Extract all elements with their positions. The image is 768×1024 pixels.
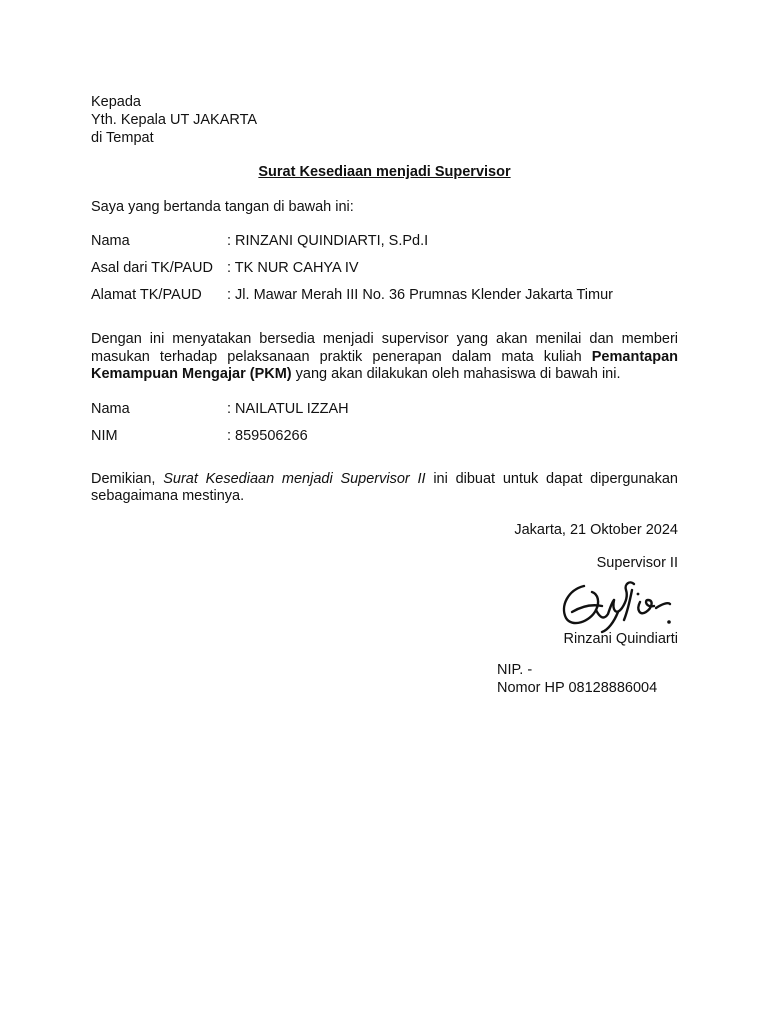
closing-text-2: ini dibuat untuk dapat dipergunakan sebagaimana mestinya. <box>91 470 678 504</box>
supervisor-details <box>91 232 678 304</box>
student-details <box>91 400 678 445</box>
supervisor-origin-row <box>91 259 678 277</box>
intro-text: Saya yang bertanda tangan di bawah ini: <box>91 199 354 215</box>
closing-text-1: Demikian, <box>91 470 164 487</box>
handwritten-signature <box>558 572 678 638</box>
statement-text-1: Dengan ini menyatakan bersedia menjadi supervisor yang akan menilai dan memberi masukan terhadap pelaksanaan praktik penerapan dalam mata kuliah <box>91 331 678 365</box>
supervisor-address-value: : Jl. Mawar Merah III No. 36 Prumnas Klender Jakarta Timur <box>227 287 613 303</box>
supervisor-origin-label: Asal dari TK/PAUD <box>91 260 213 276</box>
student-nim-label: NIM <box>91 427 118 444</box>
supervisor-name-label: Nama <box>91 233 130 249</box>
closing-paragraph <box>91 471 678 506</box>
recipient-line-2: Yth. Kepala UT JAKARTA <box>91 112 258 128</box>
student-name-row <box>91 400 678 418</box>
student-name-label: Nama <box>91 400 130 417</box>
recipient-line-1: Kepada <box>91 94 141 110</box>
signer-role: Supervisor II <box>596 554 678 571</box>
supervisor-name-row <box>91 232 678 250</box>
closing-letter-title: Surat Kesediaan menjadi Supervisor II <box>163 470 426 487</box>
statement-paragraph <box>91 331 678 384</box>
student-nim-row <box>91 427 678 445</box>
statement-text-2: yang akan dilakukan oleh mahasiswa di bawah ini. <box>291 366 621 382</box>
signer-phone: Nomor HP 08128886004 <box>497 680 658 696</box>
supervisor-name-value: : RINZANI QUINDIARTI, S.Pd.I <box>227 233 429 249</box>
letter-body <box>91 93 678 648</box>
statement-course-name: Pemantapan Kemampuan Mengajar (PKM) <box>91 348 678 382</box>
recipient-block <box>91 93 678 147</box>
signer-name: Rinzani Quindiarti <box>563 630 678 647</box>
supervisor-address-row <box>91 286 678 304</box>
signer-nip: NIP. - <box>497 662 533 678</box>
letter-title: Surat Kesediaan menjadi Supervisor <box>258 164 511 180</box>
place-date: Jakarta, 21 Oktober 2024 <box>514 521 678 538</box>
signature-area <box>91 572 678 638</box>
signer-contact <box>497 661 657 697</box>
student-name-value: : NAILATUL IZZAH <box>227 400 349 417</box>
student-nim-value: : 859506266 <box>227 427 308 444</box>
supervisor-origin-value: : TK NUR CAHYA IV <box>227 260 359 276</box>
recipient-line-3: di Tempat <box>91 130 154 146</box>
supervisor-address-label: Alamat TK/PAUD <box>91 287 202 303</box>
